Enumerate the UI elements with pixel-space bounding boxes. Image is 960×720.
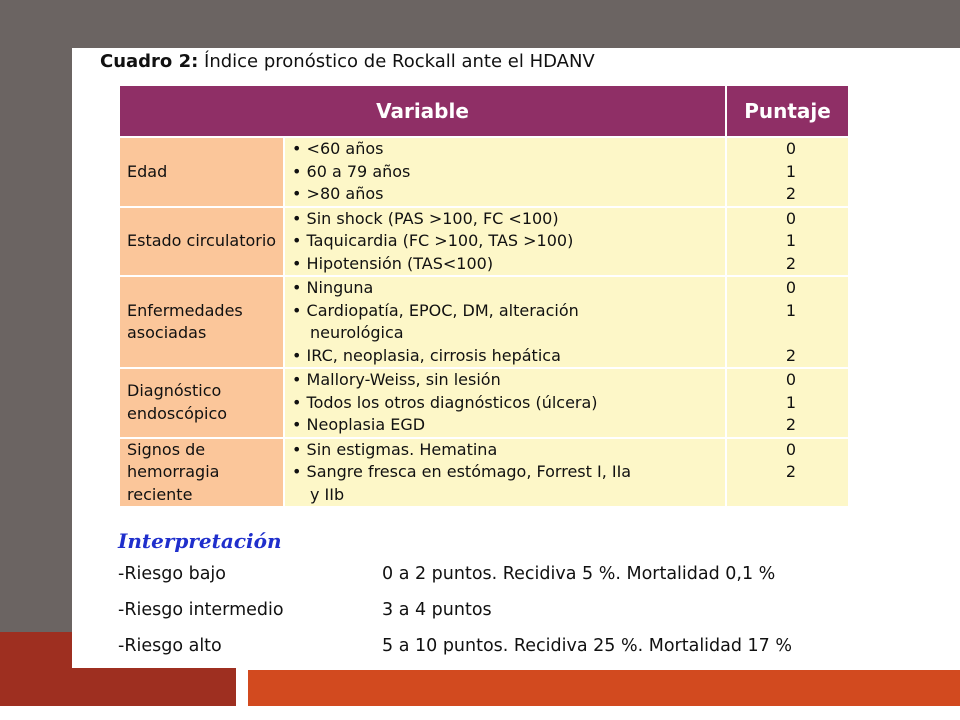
score-value: 2 [785, 253, 797, 273]
caption-label: Cuadro 2: [100, 51, 199, 72]
variable-cell [119, 368, 284, 438]
score-cell [726, 438, 849, 508]
variable-cell [119, 207, 284, 277]
option-text: • Cardiopatía, EPOC, DM, alteración [292, 300, 725, 323]
risk-row-intermediate [118, 600, 492, 620]
score-value: 0 [785, 139, 797, 158]
slide-content [72, 48, 960, 668]
accent-bar-gap [236, 668, 248, 720]
score-value: 1 [785, 300, 797, 320]
option-text: • Taquicardia (FC >100, TAS >100) [292, 230, 725, 253]
variable-cell [119, 137, 284, 207]
score-value: 0 [785, 278, 797, 297]
risk-label: -Riesgo intermedio [118, 600, 284, 620]
option-text: • Sin estigmas. Hematina [292, 439, 725, 462]
variable-label: Enfermedades asociadas [127, 300, 243, 342]
variable-label: Signos de hemorragia reciente [127, 439, 220, 504]
table-row [119, 276, 849, 368]
option-text: • <60 años [292, 138, 725, 161]
risk-row-low [118, 564, 775, 584]
option-text: • Sin shock (PAS >100, FC <100) [292, 208, 725, 231]
table-row [119, 207, 849, 277]
score-value: 2 [785, 345, 797, 365]
score-spacer [734, 322, 848, 345]
table-row [119, 137, 849, 207]
option-text: y IIb [310, 484, 345, 504]
variable-label: Estado circulatorio [127, 231, 277, 250]
slide-frame-top [0, 0, 960, 48]
options-cell [284, 368, 726, 438]
slide-frame-left [0, 0, 72, 632]
options-cell [284, 438, 726, 508]
score-value: 1 [785, 161, 797, 181]
score-value: 2 [785, 462, 797, 481]
options-cell [284, 276, 726, 368]
risk-value: 5 a 10 puntos. Recidiva 25 %. Mortalidad 17 % [382, 636, 793, 656]
risk-label: -Riesgo bajo [118, 564, 226, 584]
score-value: 2 [785, 184, 797, 203]
option-text: • Mallory-Weiss, sin lesión [292, 369, 725, 392]
option-text: • Todos los otros diagnósticos (úlcera) [292, 392, 725, 415]
variable-label: Edad [127, 161, 168, 181]
table-row [119, 438, 849, 508]
option-text: • Hipotensión (TAS<100) [292, 253, 725, 276]
table-header-row [119, 85, 849, 137]
table-caption [100, 51, 595, 72]
risk-value: 3 a 4 puntos [382, 600, 492, 620]
risk-label: -Riesgo alto [118, 636, 222, 656]
rockall-table [118, 84, 850, 508]
option-text: • >80 años [292, 183, 725, 206]
option-text: • Sangre fresca en estómago, Forrest I, IIa [292, 461, 725, 484]
option-text: • IRC, neoplasia, cirrosis hepática [292, 345, 725, 368]
table-body [119, 137, 849, 507]
header-puntaje: Puntaje [726, 85, 849, 137]
interpretation-title: Interpretación [118, 529, 282, 553]
accent-bar-orange [248, 670, 960, 706]
score-value: 1 [785, 392, 797, 412]
caption-text: Índice pronóstico de Rockall ante el HDANV [198, 51, 595, 72]
option-text: • Neoplasia EGD [292, 414, 725, 437]
score-cell [726, 276, 849, 368]
option-text: • 60 a 79 años [292, 161, 725, 184]
score-value: 0 [785, 370, 797, 389]
options-cell [284, 207, 726, 277]
option-text: neurológica [310, 323, 404, 342]
score-spacer [734, 484, 848, 507]
table-row [119, 368, 849, 438]
variable-cell [119, 438, 284, 508]
score-cell [726, 137, 849, 207]
header-variable: Variable [119, 85, 726, 137]
variable-label: Diagnóstico endoscópico [127, 381, 228, 423]
score-value: 0 [785, 208, 797, 228]
score-value: 2 [785, 415, 797, 434]
score-value: 1 [785, 231, 797, 250]
option-text: • Ninguna [292, 277, 725, 300]
options-cell [284, 137, 726, 207]
score-cell [726, 207, 849, 277]
risk-value: 0 a 2 puntos. Recidiva 5 %. Mortalidad 0,1 % [382, 564, 776, 584]
score-value: 0 [785, 439, 797, 459]
variable-cell [119, 276, 284, 368]
risk-row-high [118, 636, 792, 656]
score-cell [726, 368, 849, 438]
